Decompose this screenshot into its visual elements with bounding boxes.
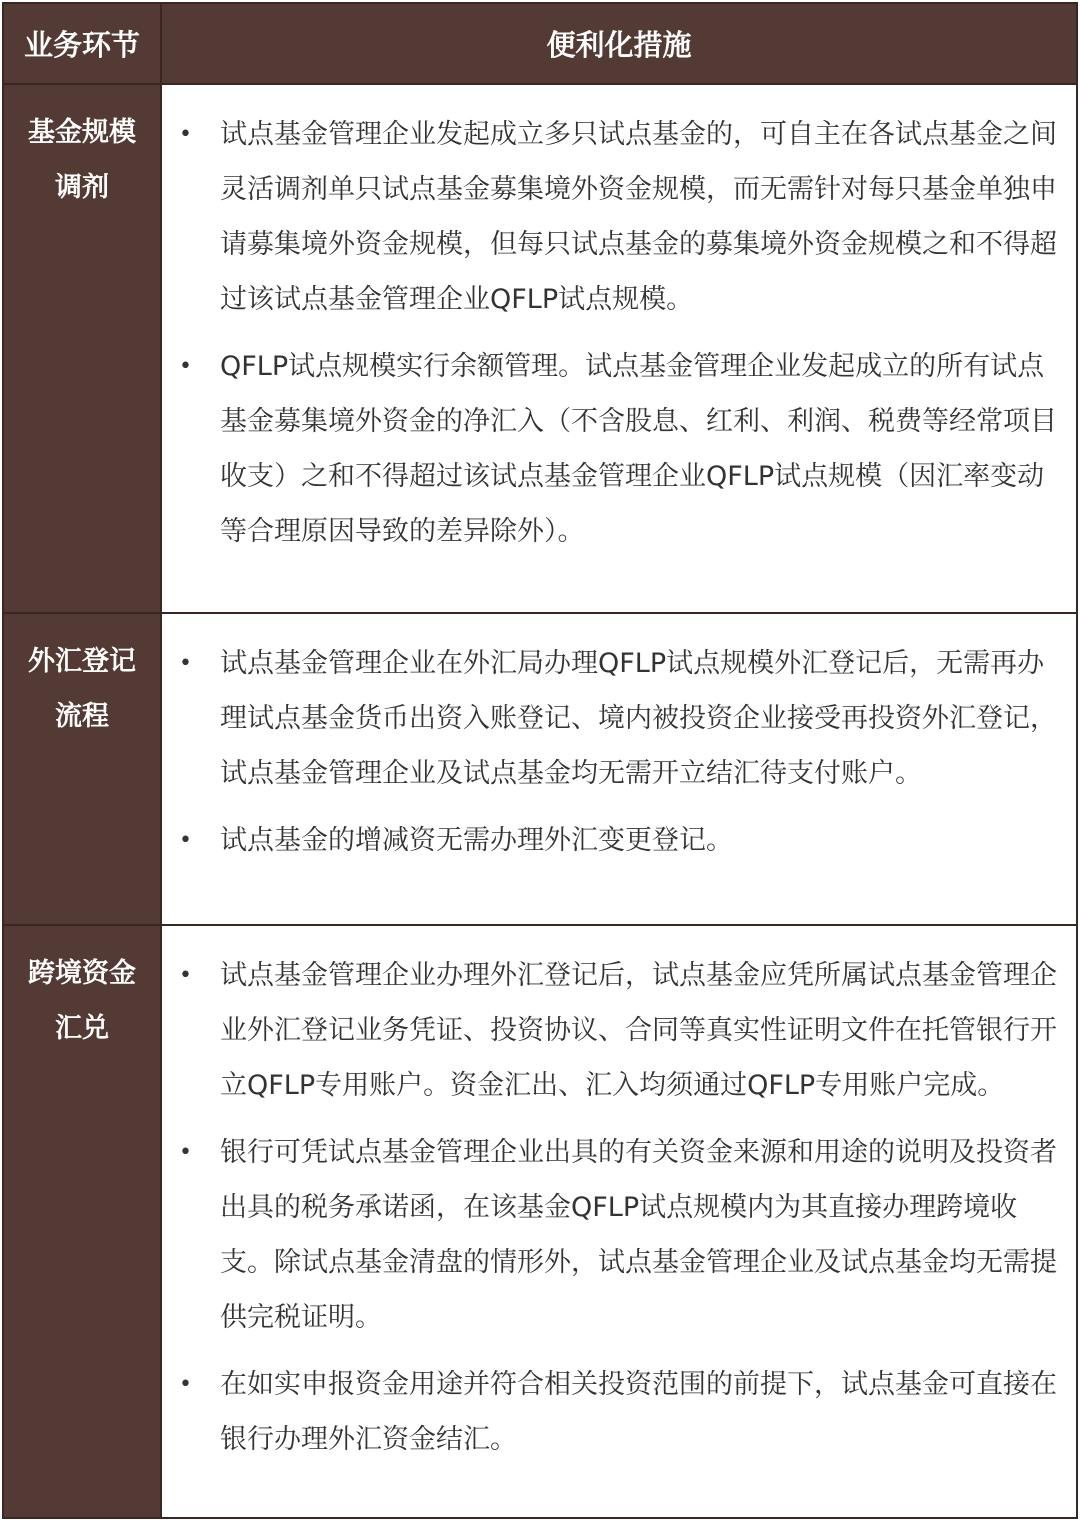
bullet-text: QFLP试点规模实行余额管理。试点基金管理企业发起成立的所有试点基金募集境外资金的净汇入（不含股息、红利、利润、税费等经常项目收支）之和不得超过该试点基金管理企业QFLP试点规模（因汇率变动等合理原因导致的差异除外）。 (220, 351, 1057, 547)
table-row-fund-scale (4, 83, 1076, 612)
bullet-text: 银行可凭试点基金管理企业出具的有关资金来源和用途的说明及投资者出具的税务承诺函，在该基金QFLP试点规模内为其直接办理跨境收支。除试点基金清盘的情形外，试点基金管理企业及试点基金均无需提供完税证明。 (220, 1137, 1057, 1333)
row-label-fund-scale (4, 85, 160, 612)
list-item (162, 813, 1060, 868)
row-label-line2: 调剂 (55, 172, 109, 203)
bullet-text: 试点基金的增减资无需办理外汇变更登记。 (220, 825, 733, 856)
bullet-dot-icon: • (179, 354, 192, 379)
row-label-line2: 流程 (55, 701, 109, 732)
bullet-text: 试点基金管理企业在外汇局办理QFLP试点规模外汇登记后，无需再办理试点基金货币出资入账登记、境内被投资企业接受再投资外汇登记，试点基金管理企业及试点基金均无需开立结汇待支付账户。 (220, 648, 1057, 789)
row-label-line1: 外汇登记 (28, 646, 136, 677)
bullet-dot-icon: • (179, 651, 192, 676)
bullet-text: 试点基金管理企业发起成立多只试点基金的，可自主在各试点基金之间灵活调剂单只试点基金募集境外资金规模，而无需针对每只基金单独申请募集境外资金规模，但每只试点基金的募集境外资金规模之和不得超过该试点基金管理企业QFLP试点规模。 (220, 119, 1057, 315)
header-facilitation-measures: 便利化措施 (546, 28, 692, 62)
measures-table (2, 2, 1078, 1519)
list-item (162, 107, 1060, 327)
row-label-line1: 基金规模 (28, 117, 136, 148)
table-header (4, 4, 1076, 83)
list-item (162, 636, 1060, 801)
list-item (162, 948, 1060, 1113)
bullet-dot-icon: • (179, 122, 192, 147)
bullet-dot-icon: • (179, 1372, 192, 1397)
row-content-cross-border-funds (162, 926, 1076, 1517)
table-row-fx-registration (4, 612, 1076, 924)
list-item (162, 1357, 1060, 1467)
list-item (162, 1125, 1060, 1345)
bullet-dot-icon: • (179, 828, 192, 853)
row-label-line1: 跨境资金 (28, 958, 136, 989)
bullet-dot-icon: • (179, 963, 192, 988)
row-label-line2: 汇兑 (55, 1013, 109, 1044)
row-content-fund-scale (162, 85, 1076, 612)
row-label-fx-registration (4, 614, 160, 924)
row-label-cross-border-funds (4, 926, 160, 1517)
bullet-text: 在如实申报资金用途并符合相关投资范围的前提下，试点基金可直接在银行办理外汇资金结汇。 (220, 1369, 1057, 1455)
row-content-fx-registration (162, 614, 1076, 924)
header-business-stage: 业务环节 (23, 28, 140, 62)
bullet-text: 试点基金管理企业办理外汇登记后，试点基金应凭所属试点基金管理企业外汇登记业务凭证、投资协议、合同等真实性证明文件在托管银行开立QFLP专用账户。资金汇出、汇入均须通过QFLP专用账户完成。 (220, 960, 1057, 1101)
table-row-cross-border-funds (4, 924, 1076, 1517)
bullet-dot-icon: • (179, 1140, 192, 1165)
list-item (162, 339, 1060, 559)
